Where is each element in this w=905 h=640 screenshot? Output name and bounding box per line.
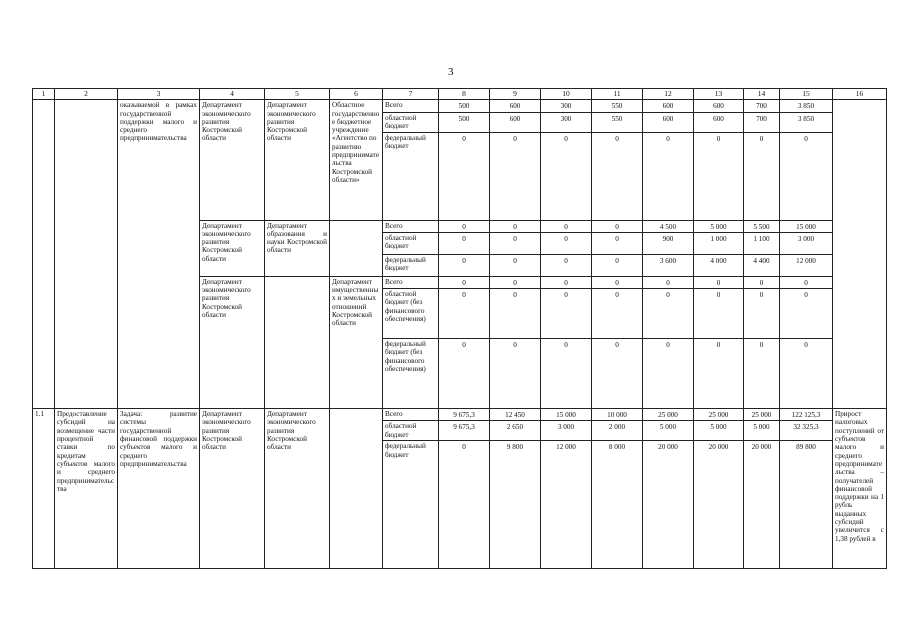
- value-cell: 0: [490, 232, 541, 254]
- value-cell: 5 500: [744, 220, 780, 232]
- value-cell: 550: [592, 100, 643, 112]
- cell-executor: Департамент образования и науки Костромской области: [265, 220, 330, 276]
- value-cell: 0: [541, 289, 592, 339]
- cell-executor: [265, 276, 330, 408]
- value-cell: 12 000: [541, 441, 592, 569]
- value-cell: 0: [541, 276, 592, 288]
- value-cell: 10 000: [592, 409, 643, 421]
- value-cell: 0: [592, 220, 643, 232]
- value-cell: 12 450: [490, 409, 541, 421]
- value-cell: 0: [439, 232, 490, 254]
- cell-number: 1.1: [33, 409, 55, 569]
- total-cell: 32 325,3: [780, 421, 833, 441]
- value-cell: 0: [592, 132, 643, 220]
- cell-number: [33, 100, 55, 409]
- funding-source-label: федеральный бюджет: [383, 441, 439, 569]
- value-cell: 600: [643, 100, 694, 112]
- value-cell: 0: [439, 276, 490, 288]
- column-number: 15: [780, 89, 833, 100]
- cell-executor: Департамент экономического развития Костромской области: [265, 409, 330, 569]
- funding-source-label: областной бюджет: [383, 232, 439, 254]
- column-number: 7: [383, 89, 439, 100]
- cell-coordinator: Департамент экономического развития Костромской области: [200, 276, 265, 408]
- value-cell: 20 000: [694, 441, 744, 569]
- value-cell: 0: [541, 132, 592, 220]
- value-cell: 500: [439, 100, 490, 112]
- value-cell: 8 000: [592, 441, 643, 569]
- column-number: 8: [439, 89, 490, 100]
- value-cell: 5 000: [694, 220, 744, 232]
- column-number: 12: [643, 89, 694, 100]
- cell-coordinator: Департамент экономического развития Костромской области: [200, 220, 265, 276]
- value-cell: 5 000: [643, 421, 694, 441]
- value-cell: 900: [643, 232, 694, 254]
- value-cell: 500: [439, 112, 490, 132]
- value-cell: 700: [744, 100, 780, 112]
- total-cell: 3 850: [780, 112, 833, 132]
- value-cell: 1 100: [744, 232, 780, 254]
- value-cell: 4 400: [744, 254, 780, 276]
- funding-source-label: Всего: [383, 409, 439, 421]
- table-row: [33, 100, 887, 112]
- column-number: 2: [55, 89, 118, 100]
- value-cell: 0: [439, 339, 490, 409]
- value-cell: 0: [541, 339, 592, 409]
- value-cell: 0: [490, 339, 541, 409]
- column-number: 13: [694, 89, 744, 100]
- total-cell: 3 000: [780, 232, 833, 254]
- cell-participant: Областное государственное бюджетное учреждение «Агентство по развитию предпринимательства Костромской области»: [330, 100, 383, 220]
- value-cell: 9 675,3: [439, 421, 490, 441]
- value-cell: 0: [744, 132, 780, 220]
- column-number: 6: [330, 89, 383, 100]
- cell-participant: [330, 409, 383, 569]
- funding-source-label: Всего: [383, 276, 439, 288]
- value-cell: 0: [744, 289, 780, 339]
- value-cell: 0: [643, 132, 694, 220]
- column-number-row: [33, 89, 887, 100]
- value-cell: 0: [592, 339, 643, 409]
- value-cell: 0: [592, 289, 643, 339]
- value-cell: 0: [541, 220, 592, 232]
- value-cell: 0: [592, 232, 643, 254]
- funding-source-label: федеральный бюджет: [383, 132, 439, 220]
- cell-participant: Департамент имущественных и земельных отношений Костромской области: [330, 276, 383, 408]
- value-cell: 600: [490, 100, 541, 112]
- value-cell: 25 000: [694, 409, 744, 421]
- value-cell: 9 675,3: [439, 409, 490, 421]
- cell-result: [833, 100, 887, 409]
- value-cell: 0: [439, 220, 490, 232]
- value-cell: 2 000: [592, 421, 643, 441]
- value-cell: 0: [694, 276, 744, 288]
- value-cell: 0: [744, 339, 780, 409]
- value-cell: 25 000: [643, 409, 694, 421]
- cell-event-name: Предоставление субсидий на возмещение части процентной ставки по кредитам субъектов малого и среднего предпринимательства: [55, 409, 118, 569]
- value-cell: 0: [592, 276, 643, 288]
- value-cell: 9 800: [490, 441, 541, 569]
- total-cell: 89 800: [780, 441, 833, 569]
- cell-task: оказываемой в рамках государственной поддержки малого и среднего предпринимательства: [118, 100, 200, 409]
- total-cell: 0: [780, 132, 833, 220]
- value-cell: 0: [694, 289, 744, 339]
- value-cell: 0: [439, 132, 490, 220]
- value-cell: 0: [439, 441, 490, 569]
- value-cell: 2 650: [490, 421, 541, 441]
- value-cell: 0: [439, 254, 490, 276]
- total-cell: 122 125,3: [780, 409, 833, 421]
- value-cell: 0: [592, 254, 643, 276]
- value-cell: 600: [490, 112, 541, 132]
- funding-source-label: федеральный бюджет: [383, 254, 439, 276]
- cell-participant: [330, 220, 383, 276]
- value-cell: 0: [490, 220, 541, 232]
- value-cell: 3 000: [541, 421, 592, 441]
- value-cell: 3 600: [643, 254, 694, 276]
- total-cell: 0: [780, 276, 833, 288]
- value-cell: 0: [490, 276, 541, 288]
- funding-source-label: областной бюджет: [383, 112, 439, 132]
- value-cell: 0: [643, 339, 694, 409]
- value-cell: 20 000: [643, 441, 694, 569]
- value-cell: 300: [541, 112, 592, 132]
- page-number: 3: [448, 66, 454, 78]
- funding-source-label: Всего: [383, 220, 439, 232]
- value-cell: 4 000: [694, 254, 744, 276]
- cell-event-name: [55, 100, 118, 409]
- cell-coordinator: Департамент экономического развития Костромской области: [200, 409, 265, 569]
- column-number: 14: [744, 89, 780, 100]
- value-cell: 0: [541, 254, 592, 276]
- column-number: 10: [541, 89, 592, 100]
- value-cell: 4 500: [643, 220, 694, 232]
- value-cell: 0: [643, 276, 694, 288]
- cell-task: Задача: развитие системы государственной финансовой поддержки субъектов малого и среднего предпринимательства: [118, 409, 200, 569]
- total-cell: 0: [780, 339, 833, 409]
- table-row: [33, 409, 887, 421]
- column-number: 4: [200, 89, 265, 100]
- value-cell: 0: [439, 289, 490, 339]
- funding-source-label: Всего: [383, 100, 439, 112]
- program-table: [32, 88, 887, 569]
- value-cell: 550: [592, 112, 643, 132]
- funding-source-label: федеральный бюджет (без финансового обеспечения): [383, 339, 439, 409]
- value-cell: 300: [541, 100, 592, 112]
- value-cell: 5 000: [744, 421, 780, 441]
- cell-result: Прирост налоговых поступлений от субъектов малого и среднего предпринимательства – получателей финансовой поддержки на 1 рубль выданных субсидий увеличится с 1,38 рублей в: [833, 409, 887, 569]
- value-cell: 0: [744, 276, 780, 288]
- funding-source-label: областной бюджет (без финансового обеспечения): [383, 289, 439, 339]
- value-cell: 600: [694, 100, 744, 112]
- value-cell: 0: [490, 132, 541, 220]
- cell-executor: Департамент экономического развития Костромской области: [265, 100, 330, 220]
- value-cell: 0: [490, 254, 541, 276]
- value-cell: 700: [744, 112, 780, 132]
- value-cell: 20 000: [744, 441, 780, 569]
- value-cell: 0: [694, 339, 744, 409]
- total-cell: 0: [780, 289, 833, 339]
- column-number: 5: [265, 89, 330, 100]
- cell-coordinator: Департамент экономического развития Костромской области: [200, 100, 265, 220]
- column-number: 3: [118, 89, 200, 100]
- value-cell: 0: [490, 289, 541, 339]
- value-cell: 5 000: [694, 421, 744, 441]
- column-number: 11: [592, 89, 643, 100]
- value-cell: 0: [643, 289, 694, 339]
- column-number: 16: [833, 89, 887, 100]
- value-cell: 0: [541, 232, 592, 254]
- value-cell: 15 000: [541, 409, 592, 421]
- value-cell: 600: [643, 112, 694, 132]
- value-cell: 0: [694, 132, 744, 220]
- column-number: 1: [33, 89, 55, 100]
- total-cell: 3 850: [780, 100, 833, 112]
- value-cell: 25 000: [744, 409, 780, 421]
- total-cell: 12 000: [780, 254, 833, 276]
- total-cell: 15 000: [780, 220, 833, 232]
- value-cell: 1 000: [694, 232, 744, 254]
- value-cell: 600: [694, 112, 744, 132]
- column-number: 9: [490, 89, 541, 100]
- funding-source-label: областной бюджет: [383, 421, 439, 441]
